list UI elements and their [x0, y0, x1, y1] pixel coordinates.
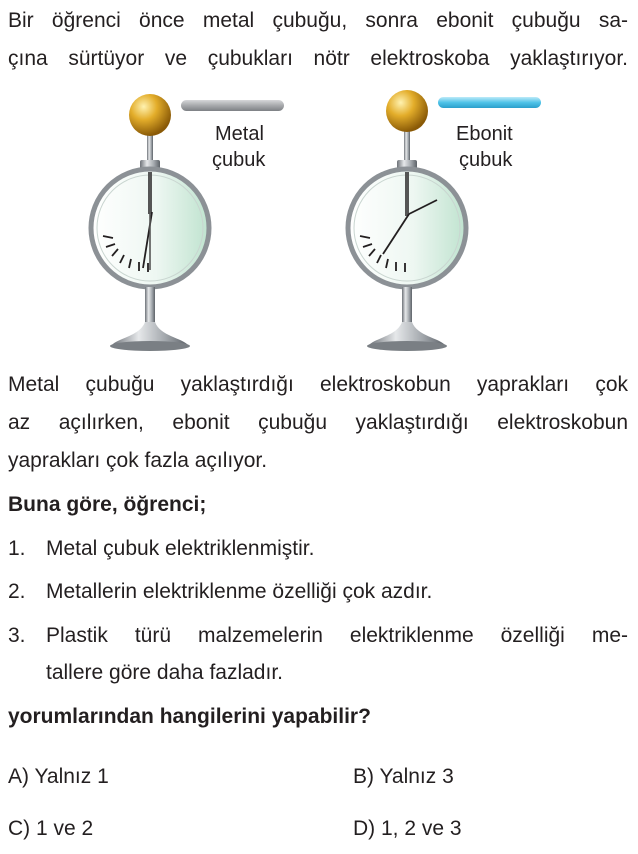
left-electroscope	[91, 94, 284, 351]
right-electroscope	[348, 90, 541, 351]
statement-number: 1.	[8, 537, 26, 560]
intro-line-2: çına sürtüyor ve çubukları nötr elektroskoba yaklaştırıyor.	[8, 47, 628, 70]
right-rod-label-line-2: çubuk	[459, 149, 513, 171]
statement-number: 3.	[8, 624, 26, 647]
option-b[interactable]: B) Yalnız 3	[353, 765, 454, 788]
question-closing: yorumlarından hangilerini yapabilir?	[8, 705, 371, 728]
question-prompt: Buna göre, öğrenci;	[8, 493, 207, 516]
left-electroscope-sphere	[129, 94, 171, 136]
observation-line-1: Metal çubuğu yaklaştırdığı elektroskobun yaprakları çok	[8, 373, 628, 396]
electroscope-figure	[0, 86, 638, 366]
statement-text: Metallerin elektriklenme özelliği çok azdır.	[46, 580, 433, 603]
ebonite-rod	[438, 97, 541, 108]
right-electroscope-sphere	[386, 90, 428, 132]
right-rod-label-line-1: Ebonit	[456, 123, 513, 145]
statement-3-continuation: tallere göre daha fazladır.	[46, 661, 283, 684]
intro-line-1: Bir öğrenci önce metal çubuğu, sonra ebonit çubuğu sa-	[8, 9, 628, 32]
statement-number: 2.	[8, 580, 26, 603]
observation-line-3: yaprakları çok fazla açılıyor.	[8, 449, 268, 472]
statement-text: Plastik türü malzemelerin elektriklenme özelliği me-	[46, 624, 628, 647]
option-d[interactable]: D) 1, 2 ve 3	[353, 817, 462, 840]
metal-rod	[181, 100, 284, 111]
left-rod-label-line-2: çubuk	[212, 149, 266, 171]
option-a[interactable]: A) Yalnız 1	[8, 765, 109, 788]
option-c[interactable]: C) 1 ve 2	[8, 817, 94, 840]
left-rod-label-line-1: Metal	[215, 123, 264, 145]
statement-text: Metal çubuk elektriklenmiştir.	[46, 537, 315, 560]
observation-line-2: az açılırken, ebonit çubuğu yaklaştırdığı elektroskobun	[8, 411, 628, 434]
